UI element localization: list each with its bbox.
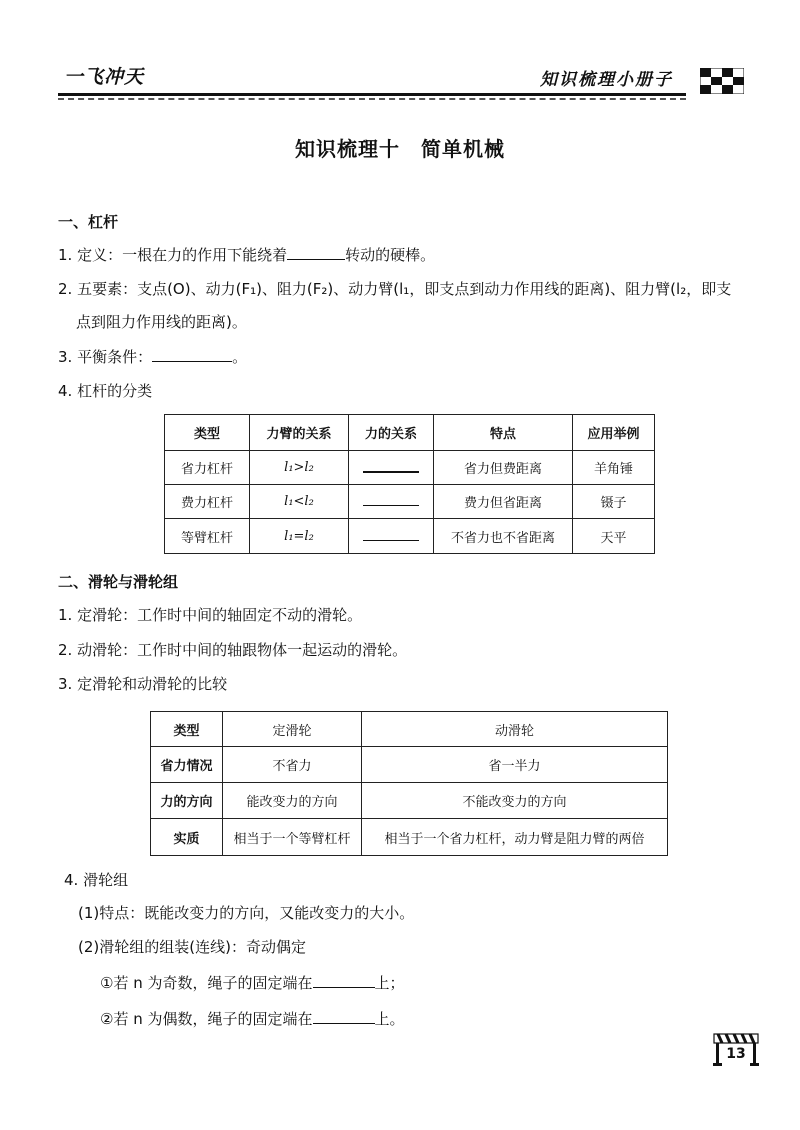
checkered-flag-icon	[700, 68, 744, 94]
table-cell: 能改变力的方向	[223, 783, 362, 819]
answer-blank[interactable]	[152, 346, 232, 362]
table-header: 应用举例	[573, 415, 655, 451]
even-rule-text: ②若 n 为偶数，绳子的固定端在	[100, 1010, 313, 1028]
table-header: 动滑轮	[362, 712, 668, 747]
table-row	[151, 783, 668, 819]
table-cell: 费力杠杆	[165, 485, 250, 519]
table-row	[151, 819, 668, 856]
table-row	[165, 519, 655, 554]
table-row	[165, 451, 655, 485]
table-header: 力的关系	[349, 415, 434, 451]
balance-condition-text: 3. 平衡条件：	[58, 348, 153, 366]
table-cell: 相当于一个等臂杠杆	[223, 819, 362, 856]
table-row	[151, 747, 668, 783]
table-header: 类型	[151, 712, 223, 747]
even-rule	[100, 1008, 405, 1029]
section-heading-pulley: 二、滑轮与滑轮组	[58, 573, 179, 591]
table-cell: 省一半力	[362, 747, 668, 783]
table-cell-blank[interactable]	[349, 485, 434, 519]
lever-classification-heading: 4. 杠杆的分类	[58, 382, 153, 400]
header-rule	[58, 93, 686, 96]
answer-blank[interactable]	[313, 1008, 375, 1024]
fixed-pulley-definition: 1. 定滑轮：工作时中间的轴固定不动的滑轮。	[58, 606, 363, 624]
table-header: 定滑轮	[223, 712, 362, 747]
table-header: 力臂的关系	[250, 415, 349, 451]
page-number: 13	[726, 1046, 746, 1062]
odd-rule-text: ①若 n 为奇数，绳子的固定端在	[100, 974, 313, 992]
table-cell: 天平	[573, 519, 655, 554]
table-cell: 省力但费距离	[434, 451, 573, 485]
table-cell: 相当于一个省力杠杆，动力臂是阻力臂的两倍	[362, 819, 668, 856]
table-row-label: 力的方向	[151, 783, 223, 819]
table-cell: 镊子	[573, 485, 655, 519]
table-cell: l₁<l₂	[250, 485, 349, 519]
table-cell: l₁=l₂	[250, 519, 349, 554]
table-cell: 不能改变力的方向	[362, 783, 668, 819]
balance-condition-end: 。	[232, 348, 248, 366]
table-row-label: 省力情况	[151, 747, 223, 783]
table-cell: 不省力	[223, 747, 362, 783]
table-cell: 不省力也不省距离	[434, 519, 573, 554]
table-cell: 羊角锤	[573, 451, 655, 485]
lever-definition-text: 1. 定义：一根在力的作用下能绕着	[58, 246, 288, 264]
section-heading-lever: 一、杠杆	[58, 213, 119, 231]
table-cell-blank[interactable]	[349, 451, 434, 485]
table-header: 类型	[165, 415, 250, 451]
movable-pulley-definition: 2. 动滑轮：工作时中间的轴跟物体一起运动的滑轮。	[58, 641, 408, 659]
table-row	[165, 485, 655, 519]
table-cell: 等臂杠杆	[165, 519, 250, 554]
page-title: 知识梳理十 简单机械	[295, 137, 505, 161]
pulley-block-feature: (1)特点：既能改变力的方向，又能改变力的大小。	[78, 904, 415, 922]
answer-blank[interactable]	[287, 244, 345, 260]
pulley-block-heading: 4. 滑轮组	[64, 871, 129, 889]
lever-five-elements-line2: 点到阻力作用线的距离)。	[76, 313, 247, 331]
table-cell-blank[interactable]	[349, 519, 434, 554]
lever-table	[164, 414, 655, 554]
odd-rule-end: 上；	[374, 974, 405, 992]
pulley-comparison-heading: 3. 定滑轮和动滑轮的比较	[58, 675, 228, 693]
lever-definition	[58, 244, 435, 265]
lever-balance-condition	[58, 346, 247, 367]
answer-blank[interactable]	[313, 972, 375, 988]
lever-definition-text-end: 转动的硬棒。	[345, 246, 436, 264]
table-cell: 省力杠杆	[165, 451, 250, 485]
lever-five-elements-line1: 2. 五要素：支点(O)、动力(F₁)、阻力(F₂)、动力臂(l₁，即支点到动力作用线的距离)、阻力臂(l₂，即支	[58, 280, 732, 298]
brand-logo-text: 一飞冲天	[64, 66, 145, 88]
booklet-title: 知识梳理小册子	[540, 70, 673, 90]
table-row-label: 实质	[151, 819, 223, 856]
odd-rule	[100, 972, 405, 993]
table-cell: l₁>l₂	[250, 451, 349, 485]
even-rule-end: 上。	[374, 1010, 405, 1028]
header-rule-dashed	[58, 98, 686, 100]
table-cell: 费力但省距离	[434, 485, 573, 519]
pulley-block-assembly: (2)滑轮组的组装(连线)：奇动偶定	[78, 938, 306, 956]
table-header: 特点	[434, 415, 573, 451]
pulley-table	[150, 711, 668, 856]
